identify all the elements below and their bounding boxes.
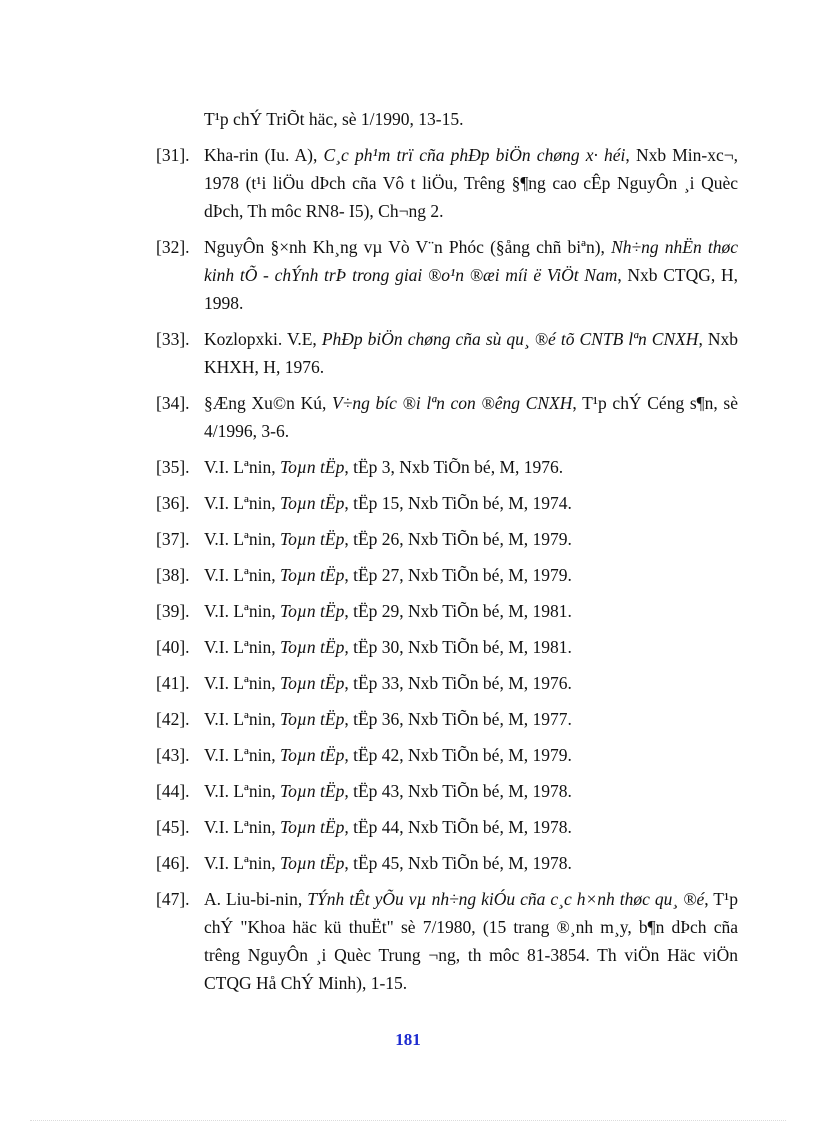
reference-number: [44].	[156, 781, 190, 801]
reference-details: , T¹p chÝ Céng s¶n, sè 4/1996, 3-6.	[204, 393, 738, 441]
reference-details: , tËp 29, Nxb TiÕn bé, M, 1981.	[344, 601, 572, 621]
reference-title: Toµn tËp,	[279, 781, 349, 801]
reference-details: , tËp 27, Nxb TiÕn bé, M, 1979.	[344, 565, 572, 585]
reference-details: tËp 42, Nxb TiÕn bé, M, 1979.	[348, 745, 572, 765]
reference-author: V.I. Lªnin,	[204, 565, 280, 585]
reference-details: , tËp 33, Nxb TiÕn bé, M, 1976.	[344, 673, 572, 693]
reference-number: [41].	[156, 673, 190, 693]
reference-entry	[156, 389, 738, 445]
reference-number: [40].	[156, 637, 190, 657]
reference-author: V.I. Lªnin,	[204, 817, 280, 837]
reference-entry	[156, 233, 738, 317]
reference-title: Toµn tËp,	[279, 745, 349, 765]
page-number: 181	[395, 1030, 421, 1049]
reference-entry	[156, 813, 738, 841]
reference-author: §Æng Xu©n Kú,	[204, 393, 333, 413]
reference-title: TÝnh tÊt yÕu vµ nh÷ng kiÓu cña c¸c h×nh thøc qu¸ ®é	[307, 889, 705, 909]
reference-list	[156, 141, 738, 997]
reference-number: [35].	[156, 457, 190, 477]
reference-number: [45].	[156, 817, 190, 837]
reference-author: A. Liu-bi-nin,	[204, 889, 308, 909]
reference-text	[204, 705, 738, 733]
reference-details: , Nxb KHXH, H, 1976.	[204, 329, 738, 377]
page-bottom-divider	[30, 1120, 786, 1121]
reference-number: [34].	[156, 393, 190, 413]
reference-title: Toµn tËp	[279, 457, 345, 477]
reference-title: V÷ng bíc ®i lªn con ®êng CNXH	[332, 393, 573, 413]
reference-author: NguyÔn §×nh Kh¸ng vµ Vò V¨n Phóc (§ång chñ biªn),	[204, 237, 612, 257]
reference-entry	[156, 453, 738, 481]
reference-entry	[156, 489, 738, 517]
reference-text	[204, 633, 738, 661]
reference-text	[204, 561, 738, 589]
reference-title: Toµn tËp,	[279, 637, 349, 657]
reference-continuation: T¹p chÝ TriÕt häc, sè 1/1990, 13-15.	[204, 109, 464, 129]
reference-title: PhÐp biÖn chøng cña sù qu¸ ®é tõ CNTB lªn CNXH	[321, 329, 699, 349]
reference-entry	[156, 741, 738, 769]
reference-details: , Nxb CTQG, H, 1998.	[204, 265, 738, 313]
reference-number: [39].	[156, 601, 190, 621]
reference-details: , Nxb Min-xc¬, 1978 (t¹i liÖu dÞch cña Vô t liÖu, Trêng §¶ng cao cÊp NguyÔn ¸i Quèc dÞch, Th môc RN8- I5), Ch¬ng 2.	[204, 145, 739, 221]
reference-number: [43].	[156, 745, 190, 765]
reference-author: V.I. Lªnin,	[204, 493, 280, 513]
reference-title: Toµn tËp	[279, 565, 345, 585]
reference-number: [31].	[156, 145, 190, 165]
reference-text	[204, 849, 738, 877]
reference-number: [42].	[156, 709, 190, 729]
reference-details: , tËp 15, Nxb TiÕn bé, M, 1974.	[344, 493, 572, 513]
reference-author: V.I. Lªnin,	[204, 637, 280, 657]
reference-text	[204, 453, 738, 481]
reference-text	[204, 389, 738, 445]
reference-details: tËp 30, Nxb TiÕn bé, M, 1981.	[348, 637, 572, 657]
reference-details: , tËp 45, Nxb TiÕn bé, M, 1978.	[344, 853, 572, 873]
reference-entry	[156, 705, 738, 733]
reference-text	[204, 741, 738, 769]
reference-entry	[156, 849, 738, 877]
reference-text	[204, 777, 738, 805]
reference-author: V.I. Lªnin,	[204, 529, 280, 549]
reference-title: C¸c ph¹m trï cña phÐp biÖn chøng x· héi	[323, 145, 626, 165]
reference-author: V.I. Lªnin,	[204, 709, 280, 729]
reference-number: [47].	[156, 889, 190, 909]
reference-details: , tËp 36, Nxb TiÕn bé, M, 1977.	[344, 709, 572, 729]
reference-title: Nh÷ng nhËn thøc kinh tÕ - chÝnh trÞ trong giai ®o¹n ®æi míi ë ViÖt Nam	[204, 237, 738, 285]
reference-number: [36].	[156, 493, 190, 513]
reference-author: V.I. Lªnin,	[204, 457, 280, 477]
reference-author: V.I. Lªnin,	[204, 673, 280, 693]
reference-number: [46].	[156, 853, 190, 873]
reference-details: , tËp 3, Nxb TiÕn bé, M, 1976.	[344, 457, 564, 477]
reference-text	[204, 325, 738, 381]
reference-author: Kha-rin (Iu. A),	[204, 145, 324, 165]
reference-text	[204, 669, 738, 697]
reference-title: Toµn tËp	[279, 853, 345, 873]
reference-author: V.I. Lªnin,	[204, 781, 280, 801]
reference-title: Toµn tËp	[279, 601, 345, 621]
reference-author: Kozlopxki. V.E,	[204, 329, 322, 349]
reference-details: tËp 44, Nxb TiÕn bé, M, 1978.	[348, 817, 572, 837]
reference-text	[204, 525, 738, 553]
reference-text	[204, 233, 738, 317]
reference-number: [33].	[156, 329, 190, 349]
reference-author: V.I. Lªnin,	[204, 745, 280, 765]
reference-entry	[156, 633, 738, 661]
reference-number: [38].	[156, 565, 190, 585]
reference-entry	[156, 525, 738, 553]
reference-title: Toµn tËp	[279, 493, 345, 513]
reference-entry	[156, 885, 738, 997]
reference-text	[204, 885, 738, 997]
reference-entry	[156, 561, 738, 589]
reference-title: Toµn tËp	[279, 529, 345, 549]
reference-entry	[156, 597, 738, 625]
reference-entry	[156, 325, 738, 381]
reference-author: V.I. Lªnin,	[204, 601, 280, 621]
reference-title: Toµn tËp	[279, 673, 345, 693]
reference-author: V.I. Lªnin,	[204, 853, 280, 873]
reference-text	[204, 489, 738, 517]
reference-title: Toµn tËp	[279, 709, 345, 729]
reference-entry	[156, 777, 738, 805]
reference-title: Toµn tËp,	[279, 817, 349, 837]
reference-entry	[156, 141, 738, 225]
reference-details: , T¹p chÝ "Khoa häc kü thuËt" sè 7/1980, (15 trang ®¸nh m¸y, b¶n dÞch cña trêng NguyÔn ¸i Quèc Trung ¬ng, th môc 81-3854. Th viÖn Häc viÖn CTQG Hå ChÝ Minh), 1-15.	[204, 889, 738, 993]
reference-text	[204, 813, 738, 841]
reference-entry	[156, 669, 738, 697]
reference-text	[204, 597, 738, 625]
reference-text	[204, 141, 738, 225]
reference-number: [32].	[156, 237, 190, 257]
reference-number: [37].	[156, 529, 190, 549]
reference-details: , tËp 26, Nxb TiÕn bé, M, 1979.	[344, 529, 572, 549]
reference-details: tËp 43, Nxb TiÕn bé, M, 1978.	[348, 781, 572, 801]
